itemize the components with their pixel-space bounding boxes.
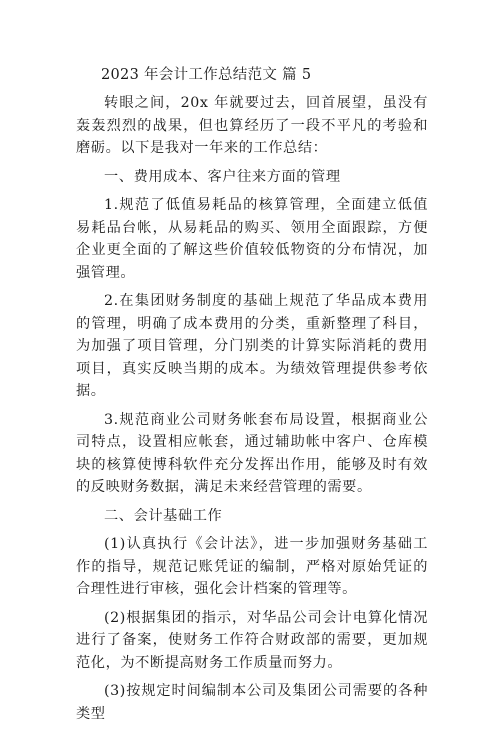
document-body (76, 92, 428, 731)
body-paragraph: 3.规范商业公司财务帐套布局设置，根据商业公司特点，设置相应帐套，通过辅助帐中客户、仓库模块的核算使博科软件充分发挥出作用，能够及时有效的反映财务数据，满足未来经营管理的需要。 (76, 411, 428, 495)
body-paragraph: (1)认真执行《会计法》，进一步加强财务基础工作的指导，规范记账凭证的编制，严格对原始凭证的合理性进行审核，强化会计档案的管理等。 (76, 536, 428, 597)
document-title: 2023 年会计工作总结范文 篇 5 (101, 67, 312, 83)
section-heading: 一、费用成本、客户往来方面的管理 (104, 168, 341, 185)
body-paragraph: 1.规范了低值易耗品的核算管理，全面建立低值易耗品台帐，从易耗品的购买、领用全面跟踪，方便企业更全面的了解这些价值较低物资的分布情况，加强管理。 (76, 197, 428, 281)
body-paragraph: 2.在集团财务制度的基础上规范了华品成本费用的管理，明确了成本费用的分类，重新整理了科目，为加强了项目管理，分门别类的计算实际消耗的费用项目，真实反映当期的成本。为绩效管理提供参考依据。 (76, 293, 428, 399)
body-paragraph: 转眼之间，20x 年就要过去，回首展望，虽没有轰轰烈烈的战果，但也算经历了一段不平凡的考验和磨砺。以下是我对一年来的工作总结： (76, 95, 428, 156)
body-paragraph: (2)根据集团的指示，对华品公司会计电算化情况进行了备案，使财务工作符合财政部的需要，更加规范化，为不断提高财务工作质量而努力。 (76, 609, 428, 671)
section-heading: 二、会计基础工作 (104, 507, 223, 524)
body-paragraph: (3)按规定时间编制本公司及集团公司需要的各种类型 (76, 683, 428, 722)
